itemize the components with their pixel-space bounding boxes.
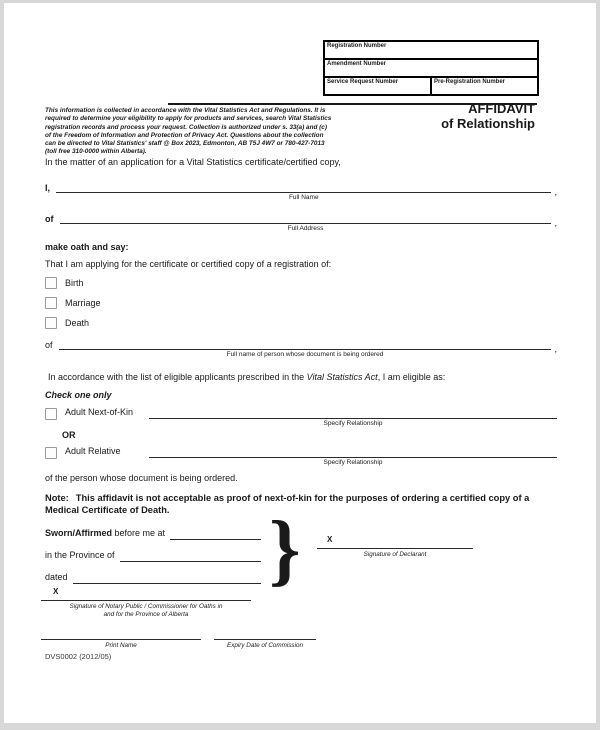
- dated-row: [45, 572, 261, 584]
- expiry-date-block: [214, 637, 316, 650]
- dated-label: dated: [45, 572, 68, 582]
- amendment-number-label: Amendment Number: [327, 61, 387, 67]
- adult-next-of-kin-row: [45, 407, 557, 428]
- service-request-number-field[interactable]: [325, 78, 432, 94]
- notary-x-mark: X: [53, 587, 59, 596]
- service-request-number-label: Service Request Number: [327, 79, 399, 85]
- applying-line: That I am applying for the certificate or certified copy of a registration of:: [45, 259, 332, 269]
- person-name-input-line[interactable]: [59, 337, 552, 350]
- notary-signature-block: [41, 586, 251, 619]
- amendment-number-field[interactable]: [325, 60, 537, 78]
- note-paragraph: [45, 493, 557, 516]
- marriage-checkbox[interactable]: [45, 297, 57, 309]
- registration-number-label: Registration Number: [327, 43, 387, 49]
- marriage-label: Marriage: [65, 297, 101, 308]
- full-address-suffix: ,: [554, 218, 557, 228]
- before-me-at-label: before me at: [112, 528, 166, 538]
- declarant-x-mark: X: [327, 535, 333, 544]
- next-of-kin-relationship-input-line[interactable]: [149, 407, 557, 419]
- sworn-location-input-line[interactable]: [170, 528, 261, 540]
- form-title-line2: of Relationship: [441, 116, 535, 131]
- province-input-line[interactable]: [120, 550, 261, 562]
- pre-registration-number-field[interactable]: [432, 78, 537, 94]
- person-name-caption: Full name of person whose document is being ordered: [226, 351, 384, 358]
- relative-relationship-input-line[interactable]: [149, 446, 557, 458]
- full-name-field-wrap: [56, 180, 551, 202]
- birth-option-row: [45, 277, 557, 289]
- note-label: Note:: [45, 493, 69, 503]
- full-address-input-line[interactable]: [60, 211, 552, 224]
- eligibility-pre: In accordance with the list of eligible applicants prescribed in the: [48, 372, 307, 382]
- full-address-prefix: of: [45, 214, 54, 224]
- bottom-signature-row: [41, 637, 557, 650]
- registration-number-field[interactable]: [325, 42, 537, 60]
- adult-relative-label: Adult Relative: [65, 446, 121, 456]
- sworn-label: [45, 528, 170, 540]
- full-address-field-row: [45, 211, 557, 233]
- date-input-line[interactable]: [73, 572, 261, 584]
- full-name-prefix: I,: [45, 183, 51, 193]
- marriage-option-row: [45, 297, 557, 309]
- jurat-block: [45, 506, 557, 594]
- adult-relative-checkbox[interactable]: [45, 447, 57, 459]
- form-page: [4, 3, 596, 723]
- person-name-field-row: [45, 337, 557, 359]
- form-code: DVS0002 (2012/05): [45, 652, 112, 661]
- death-option-row: [45, 317, 557, 329]
- notary-caption-line1: Signature of Notary Public / Commissioner for Oaths in: [69, 603, 223, 610]
- province-row: [45, 550, 261, 562]
- jurat-brace: }: [269, 506, 301, 594]
- intro-line: In the matter of an application for a Vital Statistics certificate/certified copy,: [45, 157, 341, 167]
- birth-label: Birth: [65, 277, 84, 288]
- death-checkbox[interactable]: [45, 317, 57, 329]
- form-body: [45, 157, 557, 650]
- full-name-input-line[interactable]: [56, 180, 551, 193]
- eligibility-post: , I am eligible as:: [377, 372, 446, 382]
- pre-registration-number-label: Pre-Registration Number: [434, 79, 506, 85]
- person-name-field-wrap: [59, 337, 552, 359]
- form-title: [335, 101, 535, 131]
- province-label: in the Province of: [45, 550, 115, 560]
- adult-next-of-kin-checkbox[interactable]: [45, 408, 57, 420]
- full-name-field-row: [45, 180, 557, 202]
- full-address-field-wrap: [60, 211, 552, 233]
- full-address-caption: Full Address: [287, 225, 324, 232]
- next-of-kin-relationship-wrap: [149, 407, 557, 428]
- print-name-caption: Print Name: [105, 642, 137, 649]
- death-label: Death: [65, 317, 90, 328]
- adult-next-of-kin-label: Adult Next-of-Kin: [65, 407, 134, 417]
- sworn-affirmed-label: Sworn/Affirmed: [45, 528, 113, 538]
- relative-relationship-wrap: [149, 446, 557, 467]
- form-title-line1: AFFIDAVIT: [468, 101, 535, 116]
- declarant-signature-block: [317, 534, 473, 559]
- registration-numbers-box: [323, 40, 539, 96]
- sworn-location-row: [45, 528, 261, 540]
- declarant-signature-caption: Signature of Declarant: [363, 551, 427, 558]
- privacy-notice: This information is collected in accordance with the Vital Statistics Act and Regulations. It is required to determine your eligibility to apply for products and services, search Vital Statistics registration records and process your request. Collection is authorized under s. 33(a) and (c) of the Freedom of Information and Protection of Privacy Act. Questions about the collection can be directed to Vital Statistics' staff @ Box 2023, Edmonton, AB T5J 4W7 or 780-427-7013 (toll free 310-0000 within Alberta).: [45, 107, 332, 156]
- oath-line: make oath and say:: [45, 242, 129, 252]
- check-one-only-label: Check one only: [45, 390, 112, 400]
- full-name-caption: Full Name: [288, 194, 319, 201]
- or-label: OR: [62, 430, 76, 440]
- registration-box-bottom-row: [325, 78, 537, 94]
- person-name-suffix: ,: [554, 344, 557, 354]
- relative-relationship-caption: Specify Relationship: [323, 459, 383, 466]
- note-text: This affidavit is not acceptable as proof of next-of-kin for the purposes of ordering a certified copy of a Medical Certificate of Death.: [45, 493, 530, 515]
- notary-caption-line2: and for the Province of Alberta: [103, 611, 189, 618]
- expiry-date-caption: Expiry Date of Commission: [227, 642, 303, 649]
- birth-checkbox[interactable]: [45, 277, 57, 289]
- next-of-kin-relationship-caption: Specify Relationship: [323, 420, 383, 427]
- print-name-block: [41, 637, 201, 650]
- eligibility-act: Vital Statistics Act: [306, 372, 378, 382]
- adult-relative-row: [45, 446, 557, 467]
- full-name-suffix: ,: [554, 187, 557, 197]
- eligibility-line: [45, 372, 557, 383]
- of-person-line: of the person whose document is being ordered.: [45, 473, 238, 483]
- person-name-prefix: of: [45, 340, 53, 350]
